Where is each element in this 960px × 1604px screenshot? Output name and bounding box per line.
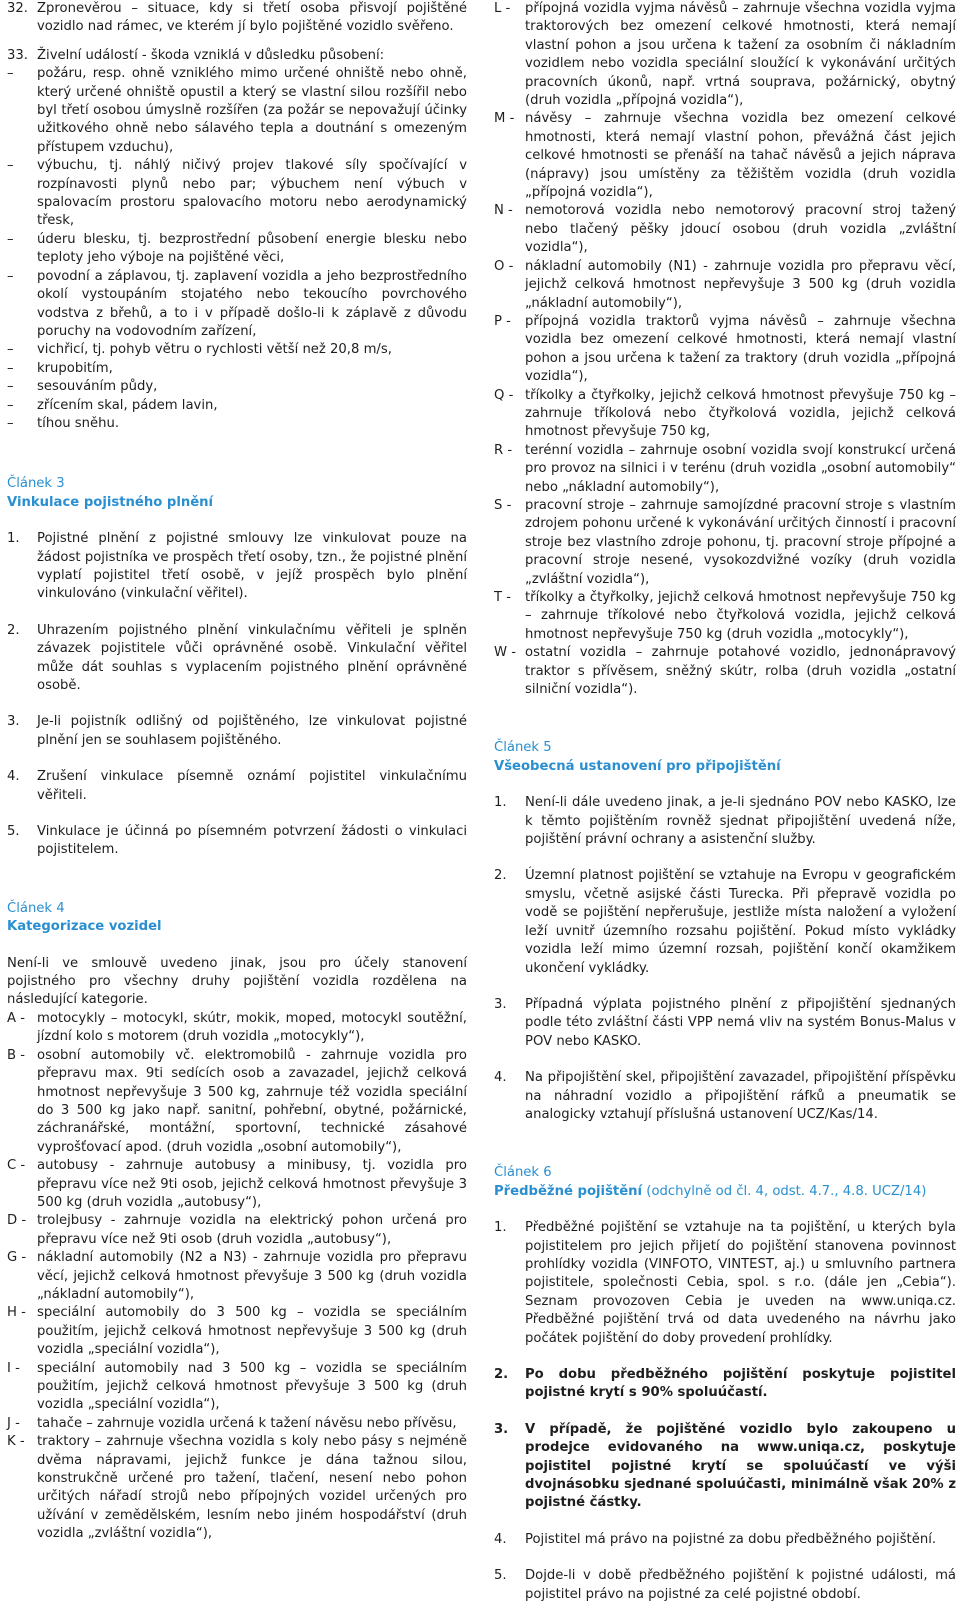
category-text: autobusy - zahrnuje autobusy a minibusy, tj. vozidla pro přepravu více než 9ti osob, jejichž celková hmotnost převyšuje 3 500 kg (druh vozidla „autobusy“),: [37, 1158, 467, 1210]
category-item: [494, 202, 956, 257]
category-item: [7, 1304, 467, 1359]
item-number: 1.: [494, 1220, 507, 1236]
category-key: H -: [7, 1305, 26, 1321]
category-text: traktory – zahrnuje všechna vozidla s koly nebo pásy s nejméně dvěma nápravami, jejichž funkce je dána tažnou silou, konstrukčně určené pro tažení, tlačení, nesení nebo pohon určitých nářadí strojů nebo přípojných vozidel určených pro užívání v zemědělském, lesním nebo jiném hospodářství (druh vozidla „zvláštní vozidla“),: [37, 1434, 467, 1542]
item-text: V případě, že pojištěné vozidlo bylo zakoupeno u prodejce evidovaného na www.uniqa.cz, poskytuje pojistitel pojistné krytí se spoluúčastí ve výši dvojnásobku sjednané spoluúčasti, minimálně však 20% z pojistné částky.: [525, 1421, 956, 1511]
category-text: speciální automobily do 3 500 kg – vozidla se speciálním použitím, jejichž celková hmotnost nepřevyšuje 3 500 kg (druh vozidla „speciální vozidla“),: [37, 1305, 467, 1358]
article-6-label: Článek 6: [494, 1165, 552, 1181]
art6-item: [494, 1366, 956, 1403]
category-key: W -: [494, 645, 516, 661]
category-item: [494, 497, 956, 589]
item-text: Zrušení vinkulace písemně oznámí pojistitel vinkulačnímu věřiteli.: [37, 769, 467, 803]
art5-item: [494, 1069, 956, 1124]
category-item: [7, 1360, 467, 1415]
category-text: trolejbusy - zahrnuje vozidla na elektrický pohon určená pro přepravu více než 9ti osob (druh vozidla „autobusy“),: [37, 1213, 467, 1247]
item-text: Uhrazením pojistného plnění vinkulačnímu věřiteli je splněn závazek pojistitele vůči oprávněné osobě. Vinkulační věřitel může dát souhlas s vyplacením pojistného plnění oprávněné osobě.: [37, 622, 467, 693]
dash-marker: –: [7, 66, 14, 82]
item-number: 2.: [494, 1367, 509, 1382]
item-text: Pojistné plnění z pojistné smlouvy lze vinkulovat pouze na žádost pojistníka ve prospěch třetí osoby, tzn., že pojistné plnění vyplatí pojistitel třetí osobě, v jejíž prospěch bylo plnění vinkulováno (vinkulační věřitel).: [37, 531, 467, 602]
category-key: L -: [494, 1, 511, 16]
art6-item: [494, 1421, 956, 1513]
dash-marker: –: [7, 360, 14, 376]
dash-item-text: povodní a záplavou, tj. zaplavení vozidla a jeho bezprostředního okolí vystoupáním stojatého nebo tekoucího povrchového vodstva z břehů, a to i v případě došlo-li k záplavě z důvodu poruchy na vodovodním zařízení,: [37, 268, 467, 339]
article-4-intro: Není-li ve smlouvě uvedeno jinak, jsou pro účely stanovení pojistného pro všechny druhy pojištění vozidla rozdělena na následující kategorie.: [7, 955, 467, 1008]
right-column: [494, 0, 956, 1604]
dash-item-text: sesouváním půdy,: [37, 379, 158, 395]
item-number: 2.: [494, 868, 507, 884]
item-number: 3.: [7, 714, 20, 730]
article-6-heading: [494, 1183, 956, 1201]
dash-item: [7, 65, 467, 157]
category-item: [494, 387, 956, 442]
art3-item: [7, 622, 467, 696]
dash-marker: –: [7, 342, 14, 358]
dash-marker: –: [7, 268, 14, 284]
item-number: 32.: [7, 1, 28, 16]
category-text: ostatní vozidla – zahrnuje potahové vozidlo, jednonápravový traktor s přívěsem, sněžný skútr, rolba (druh vozidla „ostatní silniční vozidla“).: [525, 645, 956, 698]
item-text: Vinkulace je účinná po písemném potvrzení žádosti o vinkulaci pojistitelem.: [37, 824, 467, 858]
category-item: [494, 644, 956, 699]
item-text: Předběžné pojištění se vztahuje na ta pojištění, u kterých byla pojistitelem pro jejich přijetí do pojištění stanovena povinnost prohlídky vozidla (VINFOTO, VINTEST, aj.) u smluvního partnera pojistitele, společnosti Cebia, spol. s r.o. (dále jen „Cebia“). Seznam provozoven Cebia je uveden na www.uniqa.cz. Předběžné pojištění trvá od data uvedeného na návrhu jako počátek pojištění do doby provedení prohlídky.: [525, 1220, 956, 1346]
category-text: přípojná vozidla vyjma návěsů – zahrnuje všechna vozidla vyjma traktorových bez omezení celkové hmotnosti, která nemají vlastní pohon a jsou určena k tažení za osobním či nákladním vozidlem nebo vozidla speciální sloužící k vykonávání určitých pracovních úkonů, např. vrtná souprava, požárnický, obytný (druh vozidla „přípojná vozidla“),: [525, 1, 956, 109]
item-number: 3.: [494, 996, 507, 1012]
category-key: T -: [494, 590, 512, 605]
item-number: 5.: [494, 1568, 507, 1584]
category-key: B -: [7, 1047, 25, 1063]
category-text: nákladní automobily (N2 a N3) - zahrnuje vozidla pro přepravu věcí, jejichž celková hmotnost převyšuje 3 500 kg (druh vozidla „nákladní automobily“),: [37, 1250, 467, 1302]
art5-item: [494, 794, 956, 849]
dash-item: [7, 157, 467, 231]
category-item: [7, 1249, 467, 1304]
dash-item-text: výbuchu, tj. náhlý ničivý projev tlakové síly spočívající v rozpínavosti plynů nebo par; výbuchem není výbuch v spalovacím prostoru spalovacího motoru nebo aerodynamický třesk,: [37, 158, 467, 229]
category-text: terénní vozidla – zahrnuje osobní vozidla svojí konstrukcí určená pro provoz na silnici i v terénu (druh vozidla „osobní automobily“ nebo „nákladní automobily“),: [525, 442, 956, 495]
dash-item-text: tíhou sněhu.: [37, 415, 120, 431]
category-text: osobní automobily vč. elektromobilů - zahrnuje vozidla pro přepravu max. 9ti sedících osob a zavazadel, jejichž celková hmotnost nepřevyšuje 3 500 kg, zahrnuje též vozidla speciální do 3 500 kg jako např. sanitní, pohřební, obytné, požárnické, záchranářské, montážní, sportovní, technické zásahové vyprošťovací apod. (druh vozidla „osobní automobily“),: [37, 1047, 467, 1155]
dash-item: [7, 268, 467, 342]
dash-item-text: požáru, resp. ohně vzniklého mimo určené ohniště nebo ohně, který určené ohniště opustil a který se vlastní silou rozšířil nebo byl třetí osobou úmyslně rozšířen (za požár se nepovažují účinky užitkového ohně nebo sálavého tepla a doutnání s omezeným přístupem vzduchu),: [37, 66, 467, 155]
category-text: tříkolky a čtyřkolky, jejichž celková hmotnost převyšuje 750 kg – zahrnuje tříkolová nebo čtyřkolová vozidla, jejichž celková hmotnost převyšuje 750 kg,: [525, 387, 956, 440]
category-item: [494, 0, 956, 110]
category-item: [7, 1157, 467, 1212]
item-text: Pojistitel má právo na pojistné za dobu předběžného pojištění.: [525, 1531, 937, 1547]
category-key: R -: [494, 442, 513, 458]
category-text: nákladní automobily (N1) - zahrnuje vozidla pro přepravu věcí, jejichž celková hmotnost nepřevyšuje 3 500 kg (druh vozidla „nákladní automobily“),: [525, 258, 956, 311]
left-column: [7, 0, 467, 1544]
article-5-title: Všeobecná ustanovení pro připojištění: [494, 758, 781, 774]
item-number: 1.: [494, 795, 507, 811]
category-key: M -: [494, 111, 515, 127]
item-text: Zpronevěrou – situace, kdy si třetí osoba přisvojí pojištěné vozidlo nad rámec, ve kterém jí bylo pojištěné vozidlo svěřeno.: [37, 1, 467, 35]
item-number: 4.: [7, 769, 20, 785]
category-item: [7, 1047, 467, 1157]
dash-marker: –: [7, 397, 14, 413]
dash-marker: –: [7, 158, 14, 174]
article-6-title: Předběžné pojištění: [494, 1183, 643, 1199]
category-text: pracovní stroje – zahrnuje samojízdné pracovní stroje s vlastním zdrojem pohonu určené k vykonávání určitých činností i pracovní stroje bez vlastního zdroje pohonu, tj. pracovní stroje přípojné a pracovní stroje nesené, vysokozdvižné vozíky (druh vozidla „zvláštní vozidla“),: [525, 497, 956, 587]
article-4-title: Kategorizace vozidel: [7, 919, 162, 935]
dash-marker: –: [7, 379, 14, 395]
item-text: Případná výplata pojistného plnění z připojištění sjednaných podle této zvláštní části VPP nemá vliv na systém Bonus-Malus v POV nebo KASKO.: [525, 996, 956, 1049]
art6-item: [494, 1567, 956, 1604]
item-number: 4.: [494, 1531, 507, 1547]
article-4-label: Článek 4: [7, 900, 65, 916]
dash-item: [7, 397, 467, 415]
item-text: Územní platnost pojištění se vztahuje na Evropu v geografickém smyslu, včetně asijské části Turecka. Při přepravě vozidla po vodě se pojištění nepřerušuje, jestliže místa naložení a vyložení leží uvnitř územního rozsahu pojištění. Pokud místo vykládky vozidla leží mimo územní rozsah, pojištění končí okamžikem ukončení vykládky.: [525, 868, 956, 976]
category-key: G -: [7, 1250, 27, 1266]
item-text: Dojde-li v době předběžného pojištění k pojistné události, má pojistitel právo na pojistné za celé pojistné období.: [525, 1568, 956, 1602]
category-text: přípojná vozidla traktorů vyjma návěsů – zahrnuje všechna vozidla bez omezení celkové hmotnosti, která nemají vlastní pohon a jsou určena k tažení za traktory (druh vozidla „přípojná vozidla“),: [525, 313, 956, 385]
item-number: 4.: [494, 1070, 507, 1086]
art6-item: [494, 1531, 956, 1549]
category-item: [7, 1010, 467, 1047]
dash-item-text: úderu blesku, tj. bezprostřední působení energie blesku nebo teploty jeho výboje na pojištěné věci,: [37, 231, 467, 266]
dash-marker: –: [7, 231, 14, 247]
category-item: [494, 442, 956, 497]
art5-item: [494, 996, 956, 1051]
art3-item: [7, 768, 467, 805]
category-item: [494, 313, 956, 387]
category-key: J -: [7, 1415, 20, 1431]
item-text: Po dobu předběžného pojištění poskytuje pojistitel pojistné krytí s 90% spoluúčastí.: [525, 1367, 956, 1401]
category-key: I -: [7, 1360, 20, 1376]
item-text: Není-li dále uvedeno jinak, a je-li sjednáno POV nebo KASKO, lze k těmto pojištěním rovněž sjednat připojištění uvedená níže, pojištění právní ochrany a asistenční služby.: [525, 795, 956, 848]
article-6-title-note: (odchylně od čl. 4, odst. 4.7., 4.8. UCZ/14): [646, 1183, 927, 1199]
category-text: tahače – zahrnuje vozidla určená k tažení návěsu nebo přívěsu,: [37, 1415, 457, 1431]
item-text: Je-li pojistník odlišný od pojištěného, lze vinkulovat pojistné plnění jen se souhlasem pojištěného.: [37, 714, 467, 748]
dash-item-text: vichřicí, tj. pohyb větru o rychlosti větší než 20,8 m/s,: [37, 342, 392, 358]
item-number: 2.: [7, 622, 20, 638]
category-text: motocykly – motocykl, skútr, mokik, moped, motocykl soutěžní, jízdní kolo s motorem (druh vozidla „motocykly“),: [37, 1010, 467, 1045]
item-number: 5.: [7, 824, 20, 840]
dash-item: [7, 341, 467, 359]
item-number: 3.: [494, 1421, 509, 1437]
category-item: [494, 110, 956, 202]
article-3-label: Článek 3: [7, 476, 65, 492]
category-text: návěsy – zahrnuje všechna vozidla bez omezení celkové hmotnosti, která nemají vlastní pohon, převážná část jejich celkové hmotnosti se přenáší na tahač návěsů a jejich náprava (nápravy) jsou umístěny za těžištěm vozidla (druh vozidla „přípojná vozidla“),: [525, 111, 956, 201]
category-key: O -: [494, 258, 514, 274]
item-number: 33.: [7, 47, 28, 63]
category-key: A -: [7, 1010, 25, 1026]
dash-marker: –: [7, 415, 14, 431]
item-text: Živelní událostí - škoda vzniklá v důsledku působení:: [37, 47, 385, 63]
category-item: [494, 258, 956, 313]
category-text: nemotorová vozidla nebo nemotorový pracovní stroj tažený nebo tlačený pěšky jdoucí osobou (druh vozidla „zvláštní vozidla“),: [525, 203, 956, 256]
art5-item: [494, 867, 956, 977]
category-key: C -: [7, 1158, 26, 1174]
category-key: N -: [494, 203, 513, 219]
category-item: [7, 1415, 467, 1433]
category-key: P -: [494, 313, 511, 329]
dash-item-text: zřícením skal, pádem lavin,: [37, 397, 218, 413]
article-5-label: Článek 5: [494, 740, 552, 756]
dash-item: [7, 378, 467, 396]
dash-item: [7, 231, 467, 268]
art6-item: [494, 1219, 956, 1348]
category-item: [7, 1433, 467, 1543]
item-32: [7, 0, 467, 37]
category-key: K -: [7, 1434, 25, 1450]
category-text: tříkolky a čtyřkolky, jejichž celková hmotnost nepřevyšuje 750 kg – zahrnuje tříkolové nebo čtyřkolová vozidla, jejichž celková hmotnost nepřevyšuje 750 kg (druh vozidla „motocykly“),: [525, 590, 956, 642]
dash-item: [7, 415, 467, 433]
category-item: [7, 1212, 467, 1249]
category-item: [494, 589, 956, 644]
category-key: S -: [494, 497, 512, 513]
dash-item-text: krupobitím,: [37, 360, 113, 376]
category-key: D -: [7, 1213, 27, 1229]
item-33: [7, 47, 467, 65]
item-number: 1.: [7, 531, 20, 547]
art3-item: [7, 823, 467, 860]
category-text: speciální automobily nad 3 500 kg – vozidla se speciálním použitím, jejichž celková hmotnost převyšuje 3 500 kg (druh vozidla „speciální vozidla“),: [37, 1360, 467, 1413]
category-key: Q -: [494, 387, 514, 403]
dash-item: [7, 360, 467, 378]
article-3-title: Vinkulace pojistného plnění: [7, 494, 214, 510]
item-text: Na připojištění skel, připojištění zavazadel, připojištění příspěvku na náhradní vozidlo a připojištění ráfků a pneumatik se analogicky vztahují příslušná ustanovení UCZ/Kas/14.: [525, 1070, 956, 1122]
art3-item: [7, 713, 467, 750]
art3-item: [7, 530, 467, 604]
